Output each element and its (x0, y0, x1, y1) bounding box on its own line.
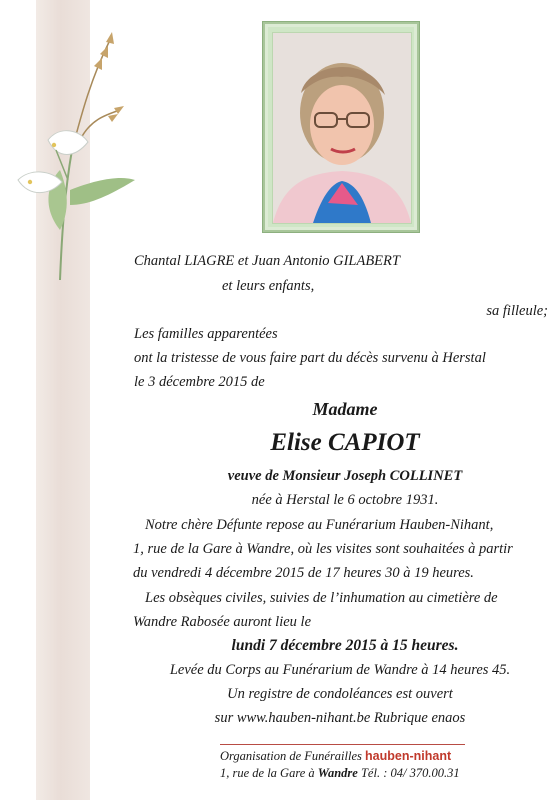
portrait-icon (273, 33, 411, 223)
family-line-4: Les familles apparentées (134, 326, 278, 342)
footer-org-text: Organisation de Funérailles (220, 749, 362, 763)
footer-address-town: Wandre (317, 766, 358, 780)
calla-lily-icon (10, 30, 140, 280)
family-line-1: Chantal LIAGRE et Juan Antonio GILABERT (134, 253, 400, 269)
family-line-5: ont la tristesse de vous faire part du décès survenu à Herstal (134, 350, 486, 366)
ceremony-date: lundi 7 décembre 2015 à 15 heures. (231, 637, 459, 654)
family-line-2: et leurs enfants, (222, 278, 315, 294)
brand-logo: hauben-nihant (365, 749, 452, 763)
widow-line: veuve de Monsieur Joseph COLLINET (227, 468, 463, 484)
honorific: Madame (312, 399, 378, 419)
portrait-photo (272, 32, 412, 224)
details-line-4: Les obsèques civiles, suivies de l’inhumation au cimetière de (145, 590, 498, 606)
family-line-3: sa filleule; (486, 303, 548, 319)
footer-address (220, 766, 460, 781)
deceased-name: Elise CAPIOT (270, 429, 420, 456)
details-line-3: du vendredi 4 décembre 2015 de 17 heures 30 à 19 heures. (133, 565, 474, 581)
details-line-2: 1, rue de la Gare à Wandre, où les visites sont souhaitées à partir (133, 541, 513, 557)
details-line-1: Notre chère Défunte repose au Funérarium Hauben-Nihant, (145, 517, 494, 533)
details-line-5: Wandre Rabosée auront lieu le (133, 614, 312, 630)
footer-address-pre: 1, rue de la Gare à (220, 766, 315, 780)
website-line: sur www.hauben-nihant.be Rubrique enaos (214, 710, 466, 726)
family-line-6: le 3 décembre 2015 de (134, 374, 265, 390)
birth-line: née à Herstal le 6 octobre 1931. (251, 492, 439, 508)
portrait-frame (263, 22, 419, 232)
footer-phone: Tél. : 04/ 370.00.31 (360, 766, 460, 780)
details-line-8: Un registre de condoléances est ouvert (227, 686, 453, 702)
footer-org (220, 749, 451, 764)
footer-divider (220, 744, 465, 745)
details-line-7: Levée du Corps au Funérarium de Wandre à 14 heures 45. (169, 662, 511, 678)
